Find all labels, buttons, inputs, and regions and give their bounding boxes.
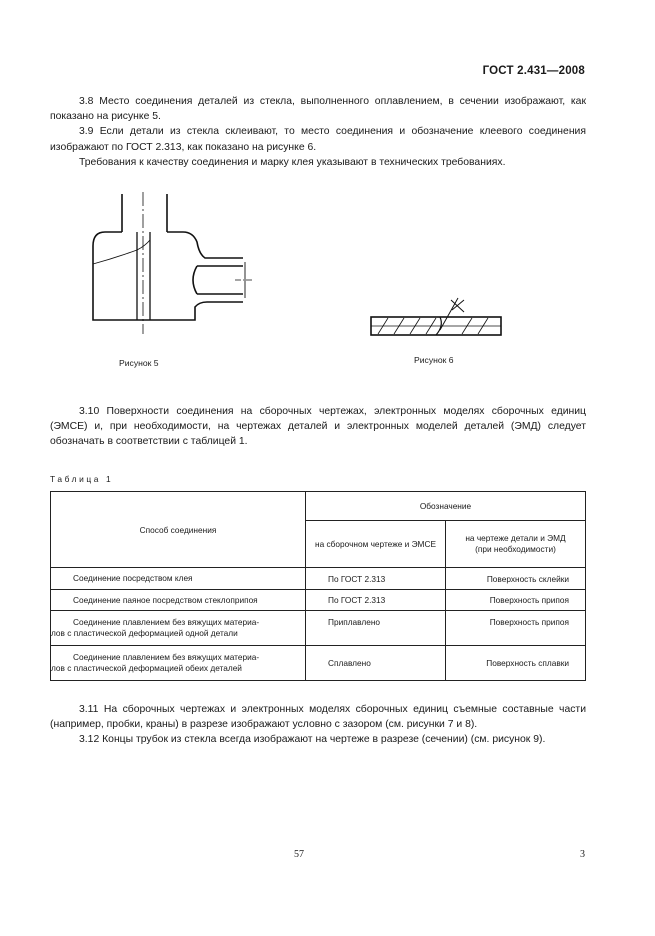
cell-method: Соединение посредством клея: [51, 568, 306, 590]
paragraph-3-11: 3.11 На сборочных чертежах и электронных моделях сборочных единиц съемные составные части (например, пробки, краны) в разрезе изображают условно с зазором (см. рисунки 7 и 8).: [50, 704, 586, 731]
header-on-assembly: на сборочном чертеже и ЭМСЕ: [306, 521, 446, 568]
cell-on-assembly: Сплавлено: [306, 646, 446, 681]
table-row: [51, 611, 586, 646]
figure-5-drawing: [85, 192, 255, 342]
table-caption: Таблица 1: [50, 474, 114, 484]
cell-on-part: Поверхность припоя: [446, 611, 586, 646]
section-text-a: [50, 94, 586, 170]
table-row: [51, 646, 586, 681]
sheet-number: 3: [580, 849, 585, 860]
cell-on-assembly: По ГОСТ 2.313: [306, 590, 446, 611]
paragraph-3-9: 3.9 Если детали из стекла склеивают, то место соединения и обозначение клеевого соединения изображают по ГОСТ 2.313, как показано на рисунке 6.: [50, 126, 586, 153]
table-row: [51, 568, 586, 590]
paragraph-3-8: 3.8 Место соединения деталей из стекла, выполненного оплавлением, в сечении изображают, как показано на рисунке 5.: [50, 96, 586, 123]
page-number: 57: [294, 849, 304, 860]
cell-method: Соединение паяное посредством стеклоприпоя: [51, 590, 306, 611]
joint-designation-table: [50, 491, 586, 681]
cell-method: Соединение плавлением без вяжущих материа- лов с пластической деформацией обеих деталей: [51, 646, 306, 681]
document-code: ГОСТ 2.431—2008: [482, 65, 585, 77]
paragraph-3-12: 3.12 Концы трубок из стекла всегда изображают на чертеже в разрезе (сечении) (см. рисунок 9).: [79, 734, 546, 746]
figure-6-caption: Рисунок 6: [414, 355, 454, 365]
header-method: Способ соединения: [51, 492, 306, 568]
header-on-part-line2: (при необходимости): [475, 544, 556, 554]
cell-on-part: Поверхность склейки: [446, 568, 586, 590]
cell-on-part: Поверхность сплавки: [446, 646, 586, 681]
cell-on-part: Поверхность припоя: [446, 590, 586, 611]
paragraph-requirements: Требования к качеству соединения и марку клея указывают в технических требованиях.: [79, 156, 506, 168]
header-on-part: [446, 521, 586, 568]
header-on-part-line1: на чертеже детали и ЭМД: [465, 533, 566, 543]
cell-on-assembly: Приплавлено: [306, 611, 446, 646]
cell-method: Соединение плавлением без вяжущих материа- лов с пластической деформацией одной детали: [51, 611, 306, 646]
figure-6-drawing: [366, 290, 506, 350]
figure-5-caption: Рисунок 5: [119, 358, 159, 368]
section-text-c: [50, 702, 586, 748]
section-text-b: [50, 404, 586, 450]
header-designation: Обозначение: [306, 492, 586, 521]
cell-on-assembly: По ГОСТ 2.313: [306, 568, 446, 590]
paragraph-3-10: 3.10 Поверхности соединения на сборочных чертежах, электронных моделях сборочных единиц (ЭМСЕ) и, при необходимости, на чертежах деталей и электронных моделей деталей (ЭМД) следует обозначать в соответствии с таблицей 1.: [50, 406, 586, 448]
table-row: [51, 590, 586, 611]
